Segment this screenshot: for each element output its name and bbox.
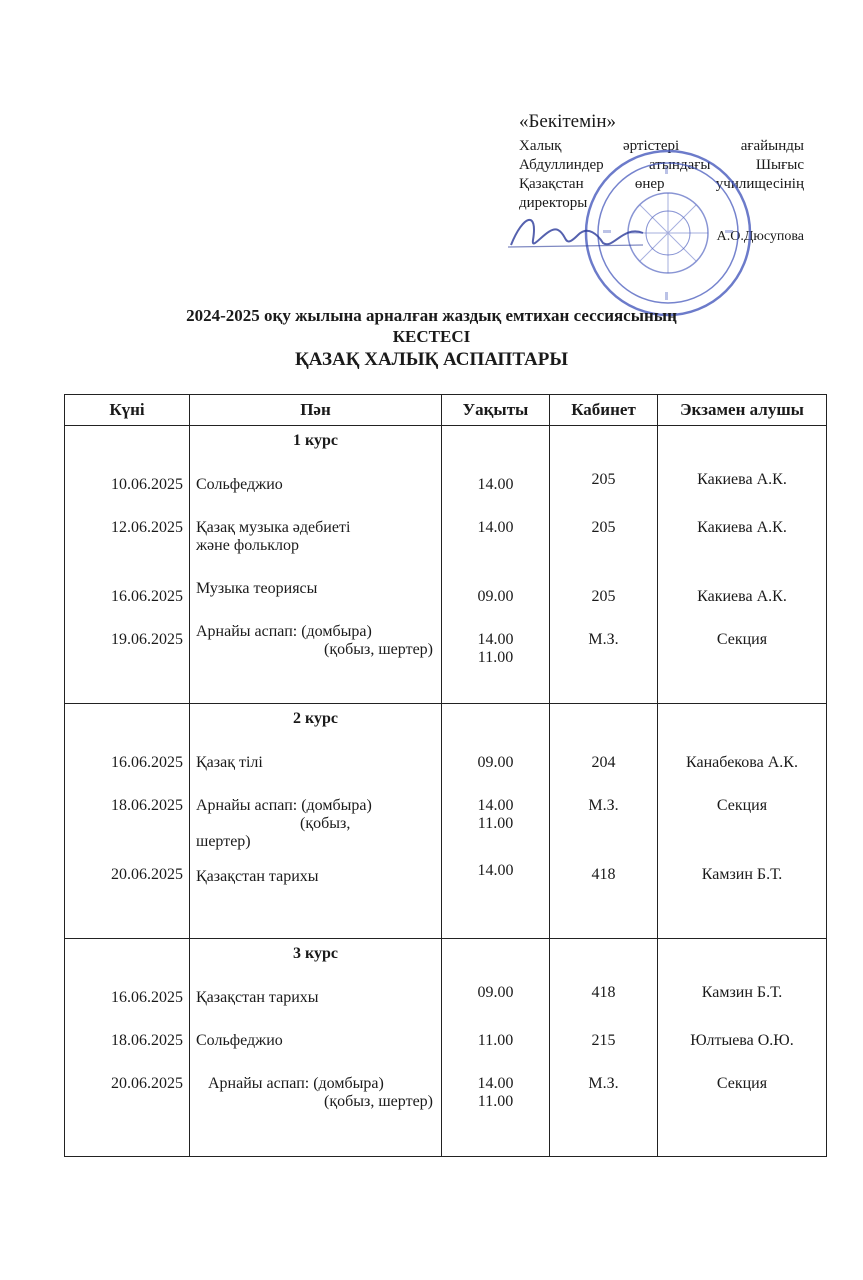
room: М.З. xyxy=(588,631,619,648)
course-block xyxy=(65,939,827,1157)
subject: шертер) xyxy=(196,833,251,850)
subject: (қобыз, шертер) xyxy=(324,1093,433,1110)
time: 14.00 xyxy=(477,476,514,493)
time: 11.00 xyxy=(477,1093,514,1110)
date: 19.06.2025 xyxy=(111,631,183,648)
header-room: Кабинет xyxy=(550,395,658,426)
table-header-row xyxy=(65,395,827,426)
examiner: Юлтыева О.Ю. xyxy=(690,1032,794,1049)
date: 10.06.2025 xyxy=(111,476,183,493)
room: 418 xyxy=(591,866,616,883)
header-subject: Пән xyxy=(190,395,442,426)
subject: (қобыз, шертер) xyxy=(324,641,433,658)
room-cell xyxy=(550,704,658,939)
subject: Арнайы аспап: (домбыра) xyxy=(208,1075,384,1092)
room: 418 xyxy=(591,984,616,1001)
approval-word: училищесінің xyxy=(715,176,804,192)
subject: Сольфеджио xyxy=(196,1032,283,1049)
time: 11.00 xyxy=(477,1032,514,1049)
subject: Қазақстан тарихы xyxy=(196,989,319,1006)
examiner: Какиева А.К. xyxy=(697,471,787,488)
subject: Музыка теориясы xyxy=(196,580,318,597)
header-examiner: Экзамен алушы xyxy=(658,395,827,426)
time: 14.00 xyxy=(477,631,514,648)
time: 09.00 xyxy=(477,588,514,605)
time: 11.00 xyxy=(477,815,514,832)
exam-schedule-table xyxy=(64,394,827,1157)
approval-word: ағайынды xyxy=(740,138,804,154)
time-cell xyxy=(442,939,550,1157)
time: 09.00 xyxy=(477,754,514,771)
time: 09.00 xyxy=(477,984,514,1001)
examiner: Какиева А.К. xyxy=(697,588,787,605)
subject: Қазақ музыка әдебиеті xyxy=(196,519,351,536)
approval-word: Қазақстан xyxy=(519,176,584,192)
date: 20.06.2025 xyxy=(111,866,183,883)
subject: Арнайы аспап: (домбыра) xyxy=(196,623,372,640)
date-cell xyxy=(65,704,190,939)
examiner: Секция xyxy=(716,631,768,648)
date: 16.06.2025 xyxy=(111,989,183,1006)
subject: Сольфеджио xyxy=(196,476,283,493)
room-cell xyxy=(550,426,658,704)
subject-cell xyxy=(190,939,442,1157)
approval-word: атындағы xyxy=(649,157,711,173)
approval-word: Шығыс xyxy=(755,157,804,173)
signature-icon xyxy=(503,205,653,265)
date-cell xyxy=(65,426,190,704)
examiner-cell xyxy=(658,939,827,1157)
subject: және фольклор xyxy=(196,537,300,554)
room: М.З. xyxy=(588,1075,619,1092)
time-cell xyxy=(442,426,550,704)
subject-cell xyxy=(190,704,442,939)
course-title: 3 курс xyxy=(293,945,338,962)
room-cell xyxy=(550,939,658,1157)
room: 205 xyxy=(591,588,616,605)
subject: Арнайы аспап: (домбыра) xyxy=(196,797,372,814)
heading-line-1: 2024-2025 оқу жылына арналған жаздық емтихан сессиясының xyxy=(186,306,677,325)
subject-cell xyxy=(190,426,442,704)
course-block xyxy=(65,704,827,939)
date: 16.06.2025 xyxy=(111,754,183,771)
date-cell xyxy=(65,939,190,1157)
date: 18.06.2025 xyxy=(111,1032,183,1049)
room: 205 xyxy=(591,471,616,488)
course-block xyxy=(65,426,827,704)
approval-title: «Бекітемін» xyxy=(519,111,617,132)
time: 14.00 xyxy=(477,797,514,814)
date: 12.06.2025 xyxy=(111,519,183,536)
room: 215 xyxy=(591,1032,616,1049)
header-time: Уақыты xyxy=(442,395,550,426)
subject: Қазақстан тарихы xyxy=(196,868,319,885)
header-date: Күні xyxy=(65,395,190,426)
examiner: Секция xyxy=(716,797,768,814)
approval-word: Абдуллиндер xyxy=(519,157,604,173)
date: 18.06.2025 xyxy=(111,797,183,814)
examiner: Камзин Б.Т. xyxy=(701,866,783,883)
examiner: Секция xyxy=(716,1075,768,1092)
approval-word: әртістері xyxy=(622,138,680,154)
heading-line-3: ҚАЗАҚ ХАЛЫҚ АСПАПТАРЫ xyxy=(294,349,569,370)
subject: Қазақ тілі xyxy=(196,754,263,771)
date: 16.06.2025 xyxy=(111,588,183,605)
date: 20.06.2025 xyxy=(111,1075,183,1092)
time: 14.00 xyxy=(477,862,514,879)
subject: (қобыз, xyxy=(300,815,351,832)
examiner-cell xyxy=(658,426,827,704)
time-cell xyxy=(442,704,550,939)
examiner-cell xyxy=(658,704,827,939)
signer-name: А.О.Дюсупова xyxy=(716,229,804,244)
time: 14.00 xyxy=(477,519,514,536)
course-title: 1 курс xyxy=(293,432,338,449)
time: 11.00 xyxy=(477,649,514,666)
time: 14.00 xyxy=(477,1075,514,1092)
room: 205 xyxy=(591,519,616,536)
approval-word: өнер xyxy=(634,176,665,192)
room: М.З. xyxy=(588,797,619,814)
approval-word: Халық xyxy=(519,138,562,154)
room: 204 xyxy=(591,754,616,771)
examiner: Камзин Б.Т. xyxy=(701,984,783,1001)
examiner: Канабекова А.К. xyxy=(686,754,798,771)
course-title: 2 курс xyxy=(293,710,338,727)
approval-word: директоры xyxy=(519,195,588,211)
heading-line-2: КЕСТЕСІ xyxy=(392,327,471,346)
examiner: Какиева А.К. xyxy=(697,519,787,536)
